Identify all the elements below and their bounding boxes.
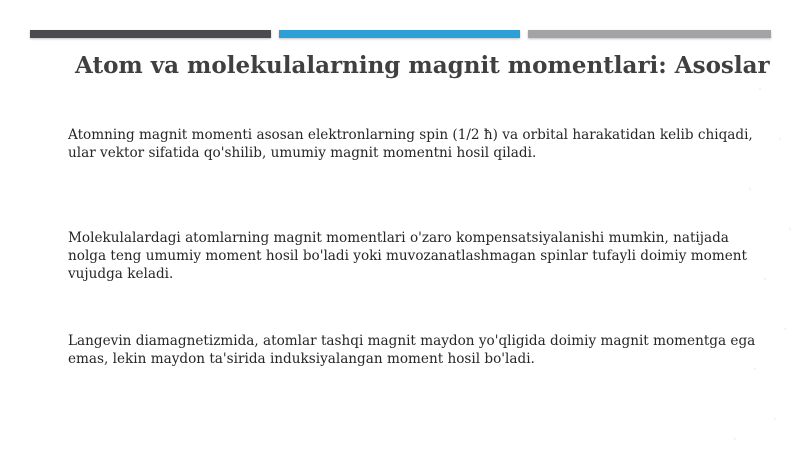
accent-bar-dark xyxy=(30,30,271,38)
accent-bar-blue xyxy=(279,30,520,38)
paragraph-langevin-diamagnetism: Langevin diamagnetizmida, atomlar tashqi magnit maydon yo'qligida doimiy magnit momentga ega emas, lekin maydon ta'sirida induksiyalangan moment hosil bo'ladi. xyxy=(68,333,756,367)
paragraph-atom-magnetic-moment: Atomning magnit momenti asosan elektronlarning spin (1/2 ħ) va orbital harakatidan kelib chiqadi, ular vektor sifatida qo'shilib, umumiy magnit momentni hosil qiladi. xyxy=(68,127,753,161)
top-accent-bars xyxy=(30,30,771,38)
paragraph-molecule-magnetic-moment: Molekulalardagi atomlarning magnit momentlari o'zaro kompensatsiyalanishi mumkin, natijada nolga teng umumiy moment hosil bo'ladi yoki muvozanatlashmagan spinlar tufayli doimiy moment vujudga keladi. xyxy=(68,230,747,282)
accent-bar-gray xyxy=(528,30,771,38)
slide-title: Atom va molekulalarning magnit momentlari: Asoslar xyxy=(75,52,770,79)
